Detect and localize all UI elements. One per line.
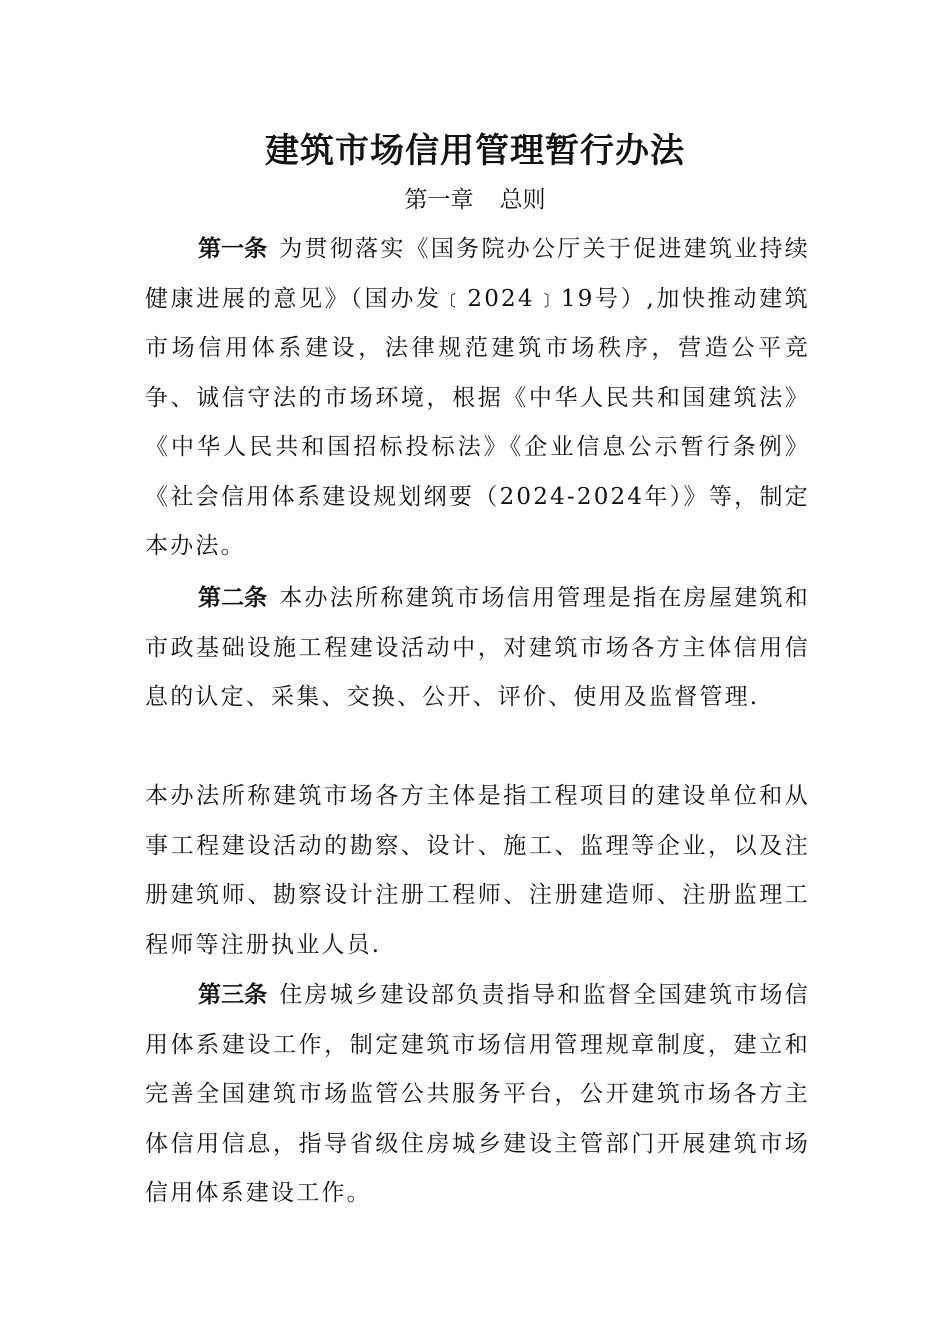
article-2-continuation [145, 772, 810, 970]
article-3 [145, 971, 810, 1219]
article-label: 第一条 [198, 236, 268, 262]
article-2 [145, 574, 810, 723]
chapter-name: 总则 [499, 187, 546, 213]
chapter-number: 第一章 [404, 187, 474, 213]
article-label: 第二条 [198, 585, 268, 611]
article-text: 本办法所称建筑市场信用管理是指在房屋建筑和市政基础设施工程建设活动中，对建筑市场各方主体信用信息的认定、采集、交换、公开、评价、使用及监督管理. [145, 585, 810, 710]
paragraph-text: 本办法所称建筑市场各方主体是指工程项目的建设单位和从事工程建设活动的勘察、设计、施工、监理等企业，以及注册建筑师、勘察设计注册工程师、注册建造师、注册监理工程师等注册执业人员. [145, 783, 810, 958]
article-text: 住房城乡建设部负责指导和监督全国建筑市场信用体系建设工作，制定建筑市场信用管理规章制度，建立和完善全国建筑市场监管公共服务平台，公开建筑市场各方主体信用信息，指导省级住房城乡建设主管部门开展建筑市场信用体系建设工作。 [145, 982, 810, 1206]
document-title: 建筑市场信用管理暂行办法 [265, 131, 685, 171]
chapter-heading [0, 180, 950, 220]
article-1 [145, 225, 810, 572]
article-label: 第三条 [198, 982, 268, 1008]
article-text: 为贯彻落实《国务院办公厅关于促进建筑业持续健康进展的意见》（国办发﹝2024﹞19号）,加快推动建筑市场信用体系建设，法律规范建筑市场秩序，营造公平竞争、诚信守法的市场环境，根据《中华人民共和国建筑法》《中华人民共和国招标投标法》《企业信息公示暂行条例》《社会信用体系建设规划纲要（2024-2024年）》等，制定本办法。 [145, 236, 810, 559]
